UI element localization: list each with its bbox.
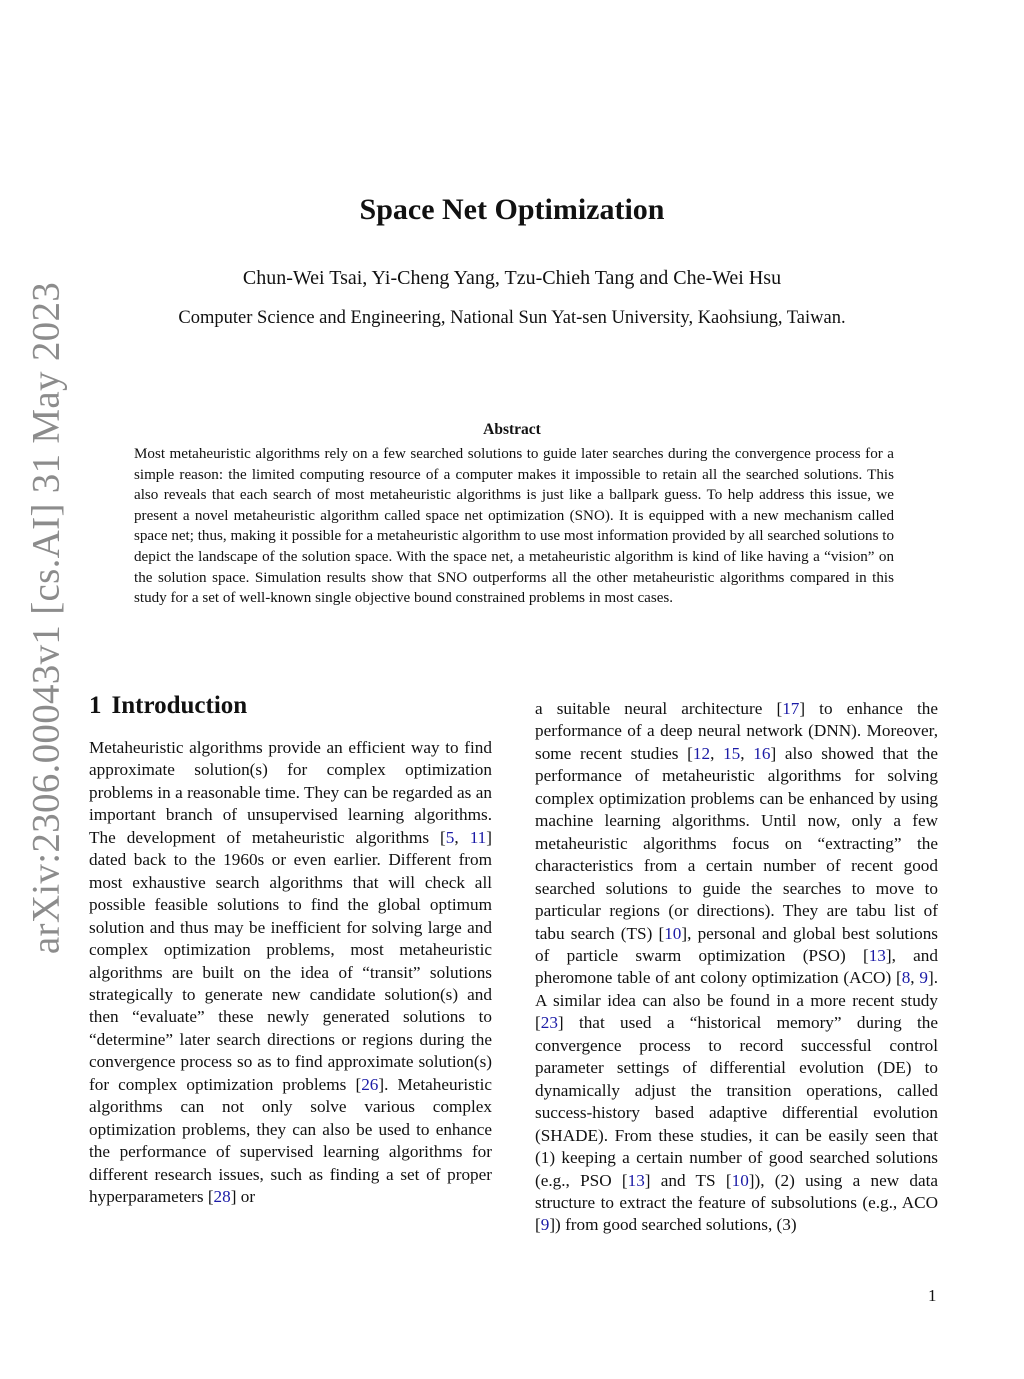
arxiv-identifier-text: arXiv:2306.00043v1 [cs.AI] 31 May 2023 [24, 281, 68, 955]
page-number: 1 [928, 1286, 937, 1305]
citation-link[interactable]: 15 [723, 743, 741, 763]
citation-link[interactable]: 13 [868, 945, 886, 965]
citation-link[interactable]: 9 [919, 968, 928, 988]
section-title: Introduction [111, 692, 248, 719]
left-column-paragraph: Metaheuristic algorithms provide an efficient way to find approximate solution(s) for complex optimization problems in a reasonable time. They can be regarded as an important branch of unsupervised learning algorithms. The development of metaheuristic algorithms [5, 11] dated back to the 1960s or even earlier. Different from most exhaustive search algorithms that will check all possible feasible solutions to find the global optimum solution and thus may be inefficient for solving large and complex optimization problems, most metaheuristic algorithms are built on the idea of “transit” solutions strategically to generate new candidate solution(s) and then “evaluate” these newly generated solutions to “determine” later search directions or regions during the convergence process so as to find approximate solution(s) for complex optimization problems [26]. Metaheuristic algorithms can not only solve various complex optimization problems, they can also be used to enhance the performance of supervised learning algorithms for different research issues, such as finding a set of proper hyperparameters [28] or [89, 738, 492, 1207]
affiliation: Computer Science and Engineering, National Sun Yat-sen University, Kaohsiung, Taiwan. [178, 308, 846, 328]
citation-link[interactable]: 17 [782, 699, 800, 718]
author-list: Chun-Wei Tsai, Yi-Cheng Yang, Tzu-Chieh Tang and Che-Wei Hsu [242, 267, 782, 289]
abstract-text: Most metaheuristic algorithms rely on a few searched solutions to guide later searches during the convergence process for a simple reason: the limited computing resource of a computer makes it impossible to retain all the searched solutions. This also reveals that each search of most metaheuristic algorithms is just like a ballpark guess. To help address this issue, we present a novel metaheuristic algorithm called space net optimization (SNO). It is equipped with a new mechanism called space net; thus, making it possible for a metaheuristic algorithm to use most information provided by all searched solutions to depict the landscape of the solution space. With the space net, a metaheuristic algorithm is kind of like having a “vision” on the solution space. Simulation results show that SNO outperforms all the other metaheuristic algorithms compared in this study for a set of well-known single objective bound constrained problems in most cases. [134, 446, 894, 607]
citation-link[interactable]: 26 [361, 1074, 379, 1094]
citation-link[interactable]: 11 [469, 827, 487, 847]
citation-link[interactable]: 9 [540, 1215, 550, 1235]
citation-link[interactable]: 23 [540, 1013, 558, 1033]
citation-link[interactable]: 8 [901, 968, 911, 988]
citation-link[interactable]: 13 [627, 1170, 645, 1190]
section-heading [89, 692, 247, 720]
citation-link[interactable]: 10 [731, 1170, 749, 1190]
citation-link[interactable]: 16 [753, 743, 771, 763]
citation-link[interactable]: 12 [692, 743, 711, 763]
section-number: 1 [89, 692, 102, 719]
abstract-heading: Abstract [483, 421, 541, 438]
citation-link[interactable]: 5 [445, 827, 455, 847]
citation-link[interactable]: 28 [213, 1187, 231, 1207]
paper-title: Space Net Optimization [359, 193, 665, 226]
citation-link[interactable]: 10 [664, 923, 682, 943]
right-column-paragraph: a suitable neural architecture [17] to enhance the performance of a deep neural network (DNN). Moreover, some recent studies [12, 15, 16] also showed that the performance of metaheuristic algorithms for solving complex optimization problems can be enhanced by using machine learning algorithms. Until now, only a few metaheuristic algorithms focus on “extracting” the characteristics from a certain number of recent good searched solutions to guide the searches to move to particular regions (or directions). They are tabu list of tabu search (TS) [10], personal and global best solutions of particle swarm optimization (PSO) [13], and pheromone table of ant colony optimization (ACO) [8, 9]. A similar idea can also be found in a more recent study [23] that used a “historical memory” during the convergence process to record successful control parameter settings of differential evolution (DE) to dynamically adjust the transition operations, called success-history based adaptive differential evolution (SHADE). From these studies, it can be easily seen that (1) keeping a certain number of good searched solutions (e.g., PSO [13] and TS [10]), (2) using a new data structure to extract the feature of subsolutions (e.g., ACO [9]) from good searched solutions, (3) [535, 699, 939, 1235]
